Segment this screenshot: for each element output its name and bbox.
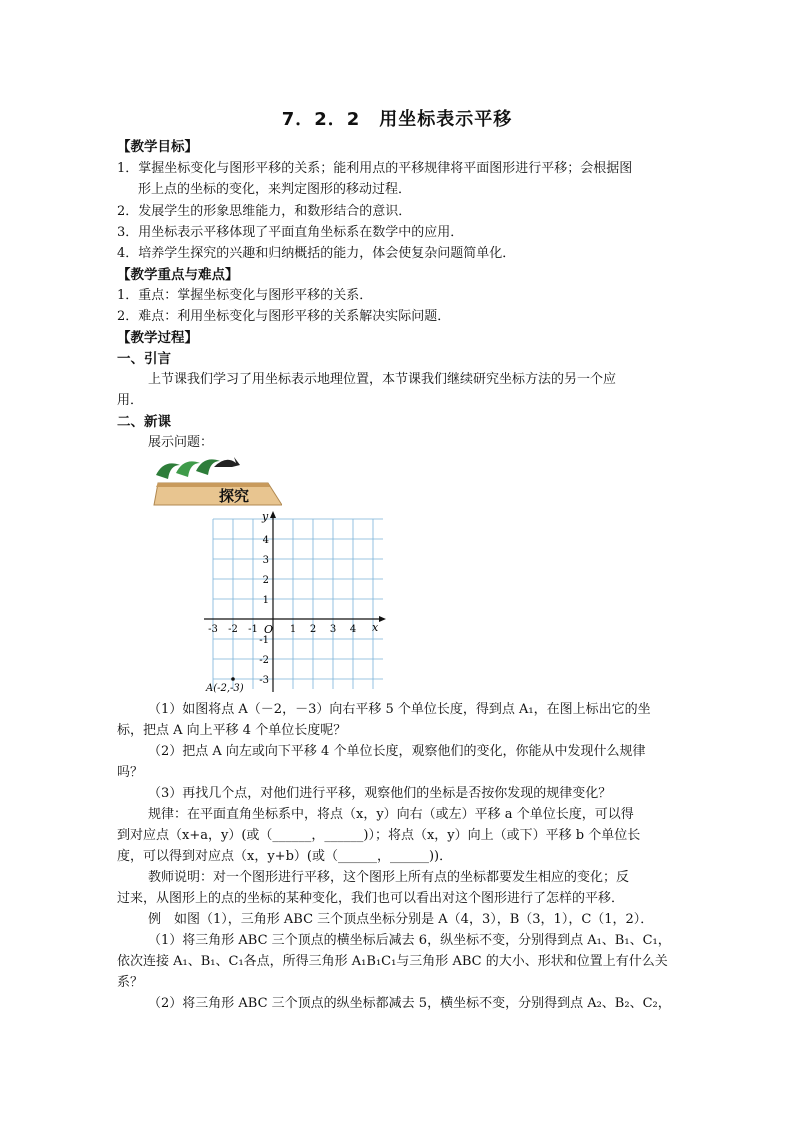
explore-badge-icon xyxy=(150,453,282,509)
rule-line: 到对应点（x+a，y）(或（______，______)）；将点（x，y）向上（或下）平移 b 个单位长 xyxy=(117,828,641,843)
y-axis-arrow-icon xyxy=(270,511,276,518)
teacher-line: 教师说明：对一个图形进行平移，这个图形上所有点的坐标都要发生相应的变化；反 xyxy=(148,870,630,885)
y-tick-label: -3 xyxy=(259,675,269,686)
y-axis-label: y xyxy=(262,510,269,523)
x-tick-label: 2 xyxy=(309,624,317,635)
question-line: （2）把点 A 向左或向下平移 4 个单位长度，观察他们的变化，你能从中发现什么规律 xyxy=(148,744,646,759)
y-tick-label: 4 xyxy=(262,535,269,546)
goal-line: 2．发展学生的形象思维能力，和数形结合的意识． xyxy=(117,204,412,219)
process-heading: 【教学过程】 xyxy=(117,330,198,346)
intro-heading: 一、引言 xyxy=(117,351,171,367)
page-title: 7．2．2 用坐标表示平移 xyxy=(281,109,513,130)
goal-line: 1．掌握坐标变化与图形平移的关系；能利用点的平移规律将平面图形进行平移；会根据图 xyxy=(117,161,633,176)
question-line: 吗？ xyxy=(117,765,144,780)
x-tick-label: -1 xyxy=(248,624,258,635)
key-line: 2．难点：利用坐标变化与图形平移的关系解决实际问题． xyxy=(117,309,451,324)
rule-line: 规律：在平面直角坐标系中，将点（x，y）向右（或左）平移 a 个单位长度，可以得 xyxy=(148,807,634,822)
key-line: 1．重点：掌握坐标变化与图形平移的关系． xyxy=(117,288,373,303)
goal-line: 形上点的坐标的变化，来判定图形的移动过程． xyxy=(138,182,412,197)
teacher-line: 过来，从图形上的点的坐标的某种变化，我们也可以看出对这个图形进行了怎样的平移． xyxy=(117,891,625,906)
x-axis-arrow-icon xyxy=(379,616,386,622)
question-line: 标，把点 A 向上平移 4 个单位长度呢？ xyxy=(117,723,347,738)
example-line: （1）将三角形 ABC 三个顶点的横坐标后减去 6，纵坐标不变，分别得到点 A₁、B₁、C₁， xyxy=(148,933,671,948)
x-tick-label: -3 xyxy=(208,624,218,635)
x-tick-label: 1 xyxy=(289,624,297,635)
grid-lines xyxy=(213,519,383,689)
y-tick-label: 3 xyxy=(262,555,269,566)
goals-heading: 【教学目标】 xyxy=(117,139,198,155)
y-tick-label: -2 xyxy=(259,655,269,666)
point-a-marker xyxy=(231,677,235,681)
x-tick-label: -2 xyxy=(228,624,238,635)
y-tick-label: 1 xyxy=(262,595,269,606)
y-tick-label: 2 xyxy=(262,575,269,586)
y-tick-label: -1 xyxy=(259,635,269,646)
goal-line: 3．用坐标表示平移体现了平面直角坐标系在数学中的应用． xyxy=(117,225,464,240)
x-axis-label: x xyxy=(372,621,379,634)
goal-line: 4．培养学生探究的兴趣和归纳概括的能力，体会使复杂问题简单化． xyxy=(117,246,516,261)
origin-label: O xyxy=(264,623,274,636)
intro-line: 上节课我们学习了用坐标表示地理位置，本节课我们继续研究坐标方法的另一个应 xyxy=(148,372,617,387)
x-tick-label: 3 xyxy=(329,624,337,635)
rule-line: 度，可以得到对应点（x，y+b）(或（______，______))． xyxy=(117,849,453,864)
coordinate-grid xyxy=(200,508,392,694)
show-text: 展示问题： xyxy=(148,435,214,450)
x-tick-label: 4 xyxy=(349,624,357,635)
question-line: （1）如图将点 A（－2，－3）向右平移 5 个单位长度，得到点 A₁，在图上标出它的坐 xyxy=(148,702,651,717)
example-line: 例 如图（1），三角形 ABC 三个顶点坐标分别是 A（4，3），B（3，1），C（1，2）． xyxy=(148,912,654,927)
example-line: （2）将三角形 ABC 三个顶点的纵坐标都减去 5，横坐标不变，分别得到点 A₂、B₂、C₂， xyxy=(148,996,671,1011)
new-heading: 二、新课 xyxy=(117,414,171,430)
key-heading: 【教学重点与难点】 xyxy=(117,267,239,283)
question-line: （3）再找几个点，对他们进行平移，观察他们的坐标是否按你发现的规律变化？ xyxy=(148,786,612,801)
example-line: 依次连接 A₁、B₁、C₁各点，所得三角形 A₁B₁C₁与三角形 ABC 的大小、形状和位置上有什么关 xyxy=(117,954,668,969)
point-a-label: A(-2,-3) xyxy=(206,683,244,694)
explore-label: 探究 xyxy=(218,487,250,505)
example-line: 系？ xyxy=(117,975,144,990)
intro-line: 用． xyxy=(117,393,144,408)
